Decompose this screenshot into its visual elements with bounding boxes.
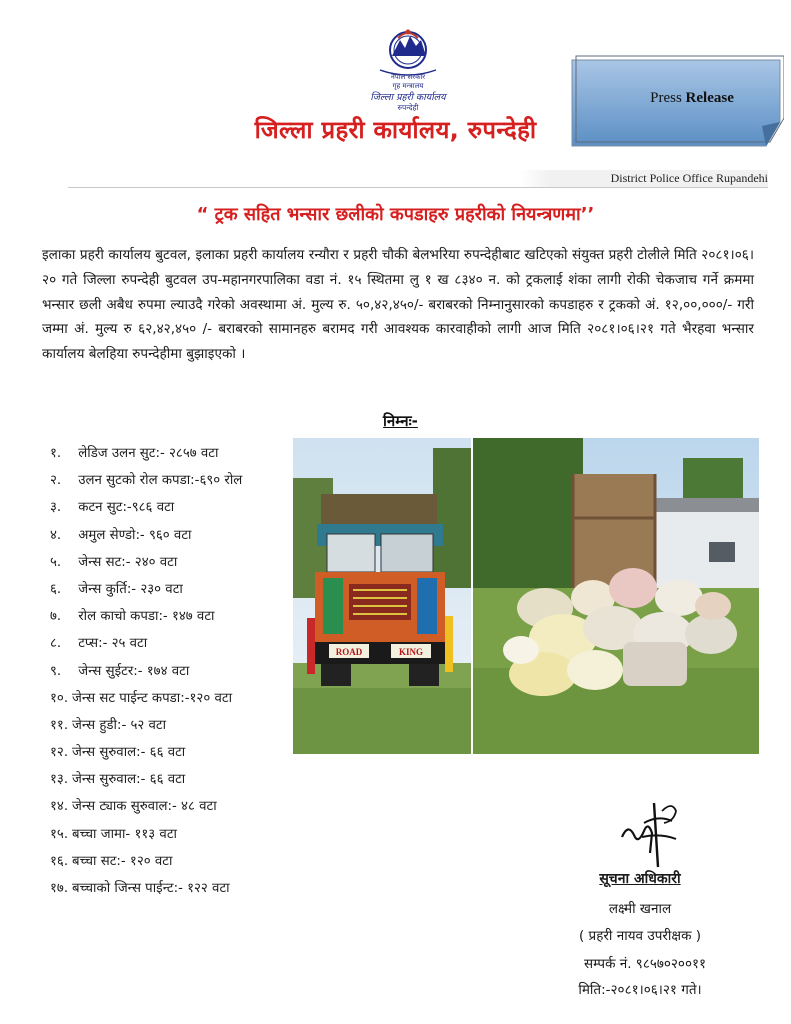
list-item: ९. जेन्स सुईटर:- १७४ वटा [50, 663, 190, 679]
officer-rank: ( प्रहरी नायव उपरीक्षक ) [578, 928, 702, 944]
svg-text:रुपन्देही: रुपन्देही [397, 103, 419, 112]
list-item: ४. अमुल सेण्डो:- ९६० वटा [50, 527, 192, 543]
list-item: ११. जेन्स हुडी:- ५२ वटा [50, 717, 167, 733]
svg-text:नेपाल सरकार: नेपाल सरकार [390, 73, 426, 81]
list-item: १६. बच्चा सट:- १२० वटा [50, 853, 173, 869]
contact-number: सम्पर्क नं. ९८५७०२००११ [583, 956, 707, 972]
list-heading: निम्नः- [383, 412, 418, 430]
svg-text:ROAD: ROAD [335, 647, 363, 657]
list-item: १२. जेन्स सुरुवाल:- ६६ वटा [50, 745, 186, 761]
list-item: २. उलन सुटको रोल कपडा:-६९० रोल [50, 473, 243, 489]
list-item: ७. रोल काचो कपडा:- १४७ वटा [50, 609, 215, 625]
seized-items-list [50, 440, 300, 902]
information-officer-title: सूचना अधिकारी [599, 871, 681, 887]
list-item: १५. बच्चा जामा- ११३ वटा [50, 826, 177, 842]
svg-text:गृह मन्त्रालय: गृह मन्त्रालय [392, 82, 424, 90]
seized-goods-photo [473, 438, 759, 754]
svg-text:KING: KING [398, 647, 424, 657]
body-paragraph: इलाका प्रहरी कार्यालय बुटवल, इलाका प्रहरी कार्यालय रन्यौरा र प्रहरी चौकी बेलभरिया रुपन्देहीबाट खटिएको संयुक्त प्रहरी टोलीले मिति २०८१।०६।२० गते जिल्ला रुपन्देही बुटवल उप-महानगरपालिका वडा नं. १५ स्थितमा लु १ ख ८३४० न. को ट्रकलाई शंका लागी रोकी चेकजाच गर्ने क्रममा भन्सार छली अबैध रुपमा ल्याउदै गरेको अवस्थामा अं. मुल्य रु. ५०,४२,४५०/- बराबरको निम्नानुसारको कपडाहरु र ट्रकको अं. १२,००,०००/- गरी जम्मा अं. मुल्य रु ६२,४२,४५० /- बराबरको सामानहरु बरामद गरी आवश्यक कारवाहीको लागी आज मिति २०८१।०६।२१ गते भैरहवा भन्सार कार्यालय बेलहिया रुपन्देहीमा बुझाइएको । [42, 247, 754, 363]
officer-name: लक्ष्मी खनाल [608, 901, 672, 917]
press-release-label: Press Release [650, 90, 734, 106]
signature [614, 793, 686, 871]
truck-photo [293, 438, 471, 754]
office-english-name: District Police Office Rupandehi [520, 170, 768, 187]
list-item: १७. बच्चाको जिन्स पाईन्ट:- १२२ वटा [50, 881, 230, 896]
svg-text:जिल्ला प्रहरी कार्यालय: जिल्ला प्रहरी कार्यालय [370, 92, 446, 103]
list-item: १३. जेन्स सुरुवाल:- ६६ वटा [50, 772, 186, 788]
list-item: १४. जेन्स ट्याक सुरुवाल:- ४८ वटा [50, 799, 217, 815]
list-item: १०. जेन्स सट पाईन्ट कपडा:-१२० वटा [50, 690, 233, 706]
headline: “ ट्रक सहित भन्सार छलीको कपडाहरु प्रहरीको नियन्त्रणमा’’ [196, 204, 595, 225]
office-title: जिल्ला प्रहरी कार्यालय, रुपन्देही [254, 116, 537, 144]
divider [68, 187, 768, 188]
list-item: ३. कटन सुट:-९८६ वटा [50, 500, 175, 516]
list-item: ५. जेन्स सट:- २४० वटा [50, 554, 178, 570]
list-item: १. लेडिज उलन सुट:- २८५७ वटा [50, 446, 219, 461]
release-date: मिति:-२०८१।०६।२१ गते। [578, 982, 702, 998]
list-item: ६. जेन्स कुर्ति:- २३० वटा [50, 581, 183, 597]
nepal-police-emblem-icon [366, 26, 450, 112]
list-item: ८. टप्स:- २५ वटा [50, 636, 148, 652]
